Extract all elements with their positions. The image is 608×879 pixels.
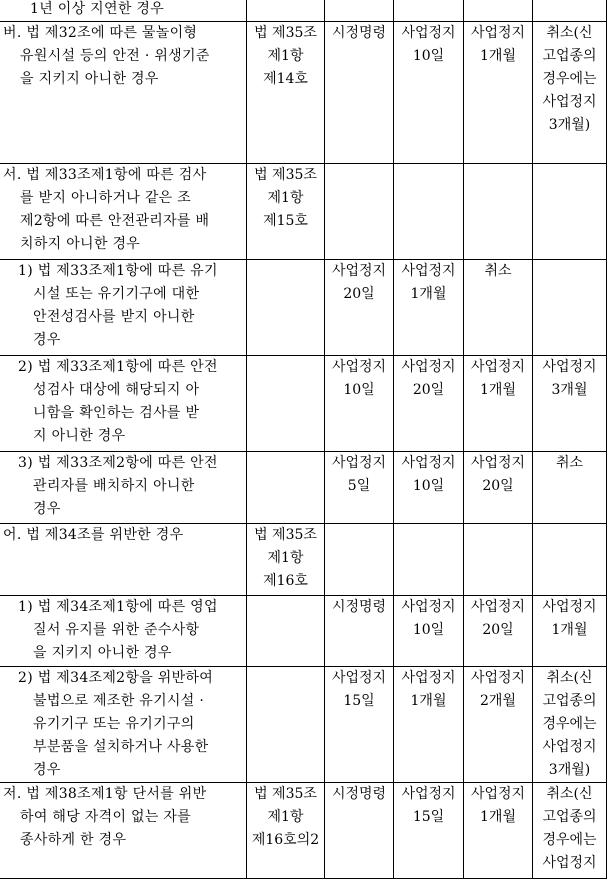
violation-description xyxy=(0,667,247,783)
table-row xyxy=(0,596,607,667)
fourth-violation-line: 사업정지 xyxy=(542,855,597,871)
second-violation-line: 사업정지 xyxy=(401,359,456,375)
description-line: 1년 이상 지연한 경우 xyxy=(30,1,165,17)
first-violation-line: 5일 xyxy=(347,478,371,494)
second-violation-line: 1개월 xyxy=(410,286,447,302)
third-violation-cell xyxy=(464,452,533,524)
second-violation-line: 20일 xyxy=(412,382,445,398)
fourth-violation-cell xyxy=(533,524,607,596)
first-violation-line: 사업정지 xyxy=(331,359,387,375)
second-violation-line: 사업정지 xyxy=(401,263,456,279)
description-line: 2) 법 제34조제2항을 위반하여 xyxy=(18,670,214,686)
description-line: 성검사 대상에 해당되지 아 xyxy=(33,382,200,398)
law-reference-line: 법 제35조 xyxy=(254,25,317,41)
violation-description xyxy=(0,356,247,452)
third-violation-cell xyxy=(464,667,533,783)
fourth-violation-cell xyxy=(533,22,607,164)
first-violation-cell xyxy=(325,667,394,783)
third-violation-line: 1개월 xyxy=(480,809,516,825)
second-violation-cell xyxy=(394,452,464,524)
description-line: 버. 법 제32조에 따른 물놀이형 xyxy=(3,25,198,41)
description-line: 니함을 확인하는 검사를 받 xyxy=(33,405,200,421)
law-reference-cell xyxy=(247,0,325,22)
first-violation-line: 15일 xyxy=(343,693,375,709)
fourth-violation-cell xyxy=(533,452,607,524)
second-violation-cell xyxy=(394,356,464,452)
law-reference-cell xyxy=(247,260,325,356)
violation-description xyxy=(0,0,247,22)
description-line: 제2항에 따른 안전관리자를 배 xyxy=(20,213,210,229)
third-violation-line: 사업정지 xyxy=(470,670,526,686)
description-line: 1) 법 제34조제1항에 따른 영업 xyxy=(18,599,218,615)
third-violation-line: 사업정지 xyxy=(470,25,526,41)
first-violation-cell xyxy=(325,22,394,164)
table-row xyxy=(0,22,607,164)
law-reference-cell xyxy=(247,783,325,879)
third-violation-line: 20일 xyxy=(482,478,514,494)
fourth-violation-line: 3개월) xyxy=(548,117,591,133)
fourth-violation-line: 경우에는 xyxy=(542,71,597,87)
third-violation-line: 사업정지 xyxy=(470,359,526,375)
law-reference-cell xyxy=(247,452,325,524)
law-reference-cell xyxy=(247,164,325,260)
fourth-violation-cell xyxy=(533,596,607,667)
fourth-violation-line: 3개월 xyxy=(551,382,588,398)
fourth-violation-cell xyxy=(533,356,607,452)
description-line: 서. 법 제33조제1항에 따른 검사 xyxy=(3,167,207,183)
table-row xyxy=(0,356,607,452)
third-violation-cell xyxy=(464,596,533,667)
law-reference-line: 제1항 xyxy=(267,190,304,206)
second-violation-cell xyxy=(394,524,464,596)
third-violation-line: 20일 xyxy=(482,622,514,638)
third-violation-cell xyxy=(464,524,533,596)
second-violation-cell xyxy=(394,667,464,783)
description-line: 저. 법 제38조제1항 단서를 위반 xyxy=(3,786,207,802)
fourth-violation-cell xyxy=(533,783,607,879)
law-reference-cell xyxy=(247,667,325,783)
first-violation-cell xyxy=(325,164,394,260)
description-line: 종사하게 한 경우 xyxy=(20,832,127,848)
description-line: 관리자를 배치하지 아니한 xyxy=(33,478,195,494)
third-violation-line: 1개월 xyxy=(480,382,516,398)
table-row xyxy=(0,452,607,524)
fourth-violation-line: 사업정지 xyxy=(542,359,597,375)
first-violation-line: 20일 xyxy=(343,286,375,302)
second-violation-line: 1개월 xyxy=(410,693,447,709)
table-row xyxy=(0,524,607,596)
violation-description xyxy=(0,452,247,524)
description-line: 를 받지 아니하거나 같은 조 xyxy=(20,190,192,206)
law-reference-cell xyxy=(247,22,325,164)
first-violation-cell xyxy=(325,524,394,596)
description-line: 경우 xyxy=(33,332,61,348)
law-reference-line: 제15호 xyxy=(263,213,308,229)
third-violation-cell xyxy=(464,22,533,164)
third-violation-line: 2개월 xyxy=(480,693,516,709)
fourth-violation-line: 사업정지 xyxy=(542,739,597,755)
description-line: 경우 xyxy=(33,762,61,778)
fourth-violation-line: 고업종의 xyxy=(542,809,597,825)
second-violation-cell xyxy=(394,164,464,260)
third-violation-line: 사업정지 xyxy=(470,455,526,471)
law-reference-cell xyxy=(247,524,325,596)
first-violation-line: 시정명령 xyxy=(331,786,387,802)
description-line: 지 아니한 경우 xyxy=(33,428,126,444)
fourth-violation-line: 고업종의 xyxy=(542,693,597,709)
first-violation-cell xyxy=(325,356,394,452)
first-violation-line: 시정명령 xyxy=(331,599,387,615)
second-violation-line: 사업정지 xyxy=(401,455,456,471)
first-violation-cell xyxy=(325,0,394,22)
second-violation-cell xyxy=(394,22,464,164)
law-reference-line: 법 제35조 xyxy=(254,786,317,802)
description-line: 유기기구 또는 유기기구의 xyxy=(33,716,195,732)
violation-description xyxy=(0,164,247,260)
fourth-violation-line: 고업종의 xyxy=(542,48,597,64)
fourth-violation-line: 3개월) xyxy=(548,762,591,778)
second-violation-cell xyxy=(394,260,464,356)
third-violation-cell xyxy=(464,0,533,22)
first-violation-cell xyxy=(325,452,394,524)
law-reference-line: 제1항 xyxy=(267,550,304,566)
description-line: 어. 법 제34조를 위반한 경우 xyxy=(3,527,184,543)
fourth-violation-line: 취소(신 xyxy=(546,25,593,41)
third-violation-cell xyxy=(464,783,533,879)
description-line: 안전성검사를 받지 아니한 xyxy=(33,309,195,325)
description-line: 1) 법 제33조제1항에 따른 유기 xyxy=(18,263,218,279)
first-violation-line: 사업정지 xyxy=(331,455,387,471)
third-violation-cell xyxy=(464,164,533,260)
second-violation-cell xyxy=(394,783,464,879)
second-violation-cell xyxy=(394,0,464,22)
description-line: 을 지키지 아니한 경우 xyxy=(33,645,172,661)
table-row xyxy=(0,0,607,22)
first-violation-cell xyxy=(325,260,394,356)
description-line: 을 지키지 아니한 경우 xyxy=(20,71,159,87)
fourth-violation-line: 경우에는 xyxy=(542,832,597,848)
third-violation-cell xyxy=(464,260,533,356)
second-violation-line: 15일 xyxy=(412,809,445,825)
description-line: 유원시설 등의 안전 · 위생기준 xyxy=(20,48,210,64)
description-line: 질서 유지를 위한 준수사항 xyxy=(33,622,200,638)
fourth-violation-cell xyxy=(533,667,607,783)
second-violation-line: 사업정지 xyxy=(401,25,456,41)
description-line: 시설 또는 유기기구에 대한 xyxy=(33,286,200,302)
fourth-violation-cell xyxy=(533,260,607,356)
violation-description xyxy=(0,22,247,164)
description-line: 불법으로 제조한 유기시설 · xyxy=(33,693,205,709)
law-reference-line: 제16호의2 xyxy=(251,832,320,848)
first-violation-cell xyxy=(325,596,394,667)
table-row xyxy=(0,667,607,783)
table-row xyxy=(0,783,607,879)
description-line: 2) 법 제33조제1항에 따른 안전 xyxy=(18,359,218,375)
table-row xyxy=(0,260,607,356)
law-reference-cell xyxy=(247,596,325,667)
law-reference-line: 제16호 xyxy=(263,573,308,589)
fourth-violation-line: 경우에는 xyxy=(542,716,597,732)
law-reference-cell xyxy=(247,356,325,452)
third-violation-cell xyxy=(464,356,533,452)
second-violation-line: 사업정지 xyxy=(401,599,456,615)
law-reference-line: 법 제35조 xyxy=(254,527,317,543)
third-violation-line: 1개월 xyxy=(480,48,516,64)
fourth-violation-cell xyxy=(533,164,607,260)
second-violation-line: 10일 xyxy=(412,48,445,64)
law-reference-line: 법 제35조 xyxy=(254,167,317,183)
violation-description xyxy=(0,524,247,596)
fourth-violation-line: 취소(신 xyxy=(546,670,593,686)
fourth-violation-line: 1개월 xyxy=(551,622,588,638)
first-violation-line: 시정명령 xyxy=(331,25,387,41)
first-violation-line: 사업정지 xyxy=(331,670,387,686)
description-line: 부분품을 설치하거나 사용한 xyxy=(33,739,209,755)
law-reference-line: 제1항 xyxy=(267,809,304,825)
description-line: 경우 xyxy=(33,501,61,517)
third-violation-line: 취소 xyxy=(484,263,512,279)
first-violation-line: 사업정지 xyxy=(331,263,387,279)
third-violation-line: 사업정지 xyxy=(470,599,526,615)
violation-description xyxy=(0,783,247,879)
table-row xyxy=(0,164,607,260)
fourth-violation-line: 사업정지 xyxy=(542,94,597,110)
description-line: 3) 법 제33조제2항에 따른 안전 xyxy=(18,455,218,471)
fourth-violation-line: 취소(신 xyxy=(546,786,593,802)
description-line: 치하지 아니한 경우 xyxy=(20,236,141,252)
third-violation-line: 사업정지 xyxy=(470,786,526,802)
second-violation-cell xyxy=(394,596,464,667)
second-violation-line: 10일 xyxy=(412,478,445,494)
law-reference-line: 제14호 xyxy=(263,71,308,87)
fourth-violation-line: 취소 xyxy=(555,455,584,471)
first-violation-line: 10일 xyxy=(343,382,375,398)
violation-description xyxy=(0,260,247,356)
violation-description xyxy=(0,596,247,667)
second-violation-line: 사업정지 xyxy=(401,670,456,686)
fourth-violation-cell xyxy=(533,0,607,22)
description-line: 하여 해당 자격이 없는 자를 xyxy=(20,809,192,825)
second-violation-line: 10일 xyxy=(412,622,445,638)
second-violation-line: 사업정지 xyxy=(401,786,456,802)
fourth-violation-line: 사업정지 xyxy=(542,599,597,615)
first-violation-cell xyxy=(325,783,394,879)
law-reference-line: 제1항 xyxy=(267,48,304,64)
